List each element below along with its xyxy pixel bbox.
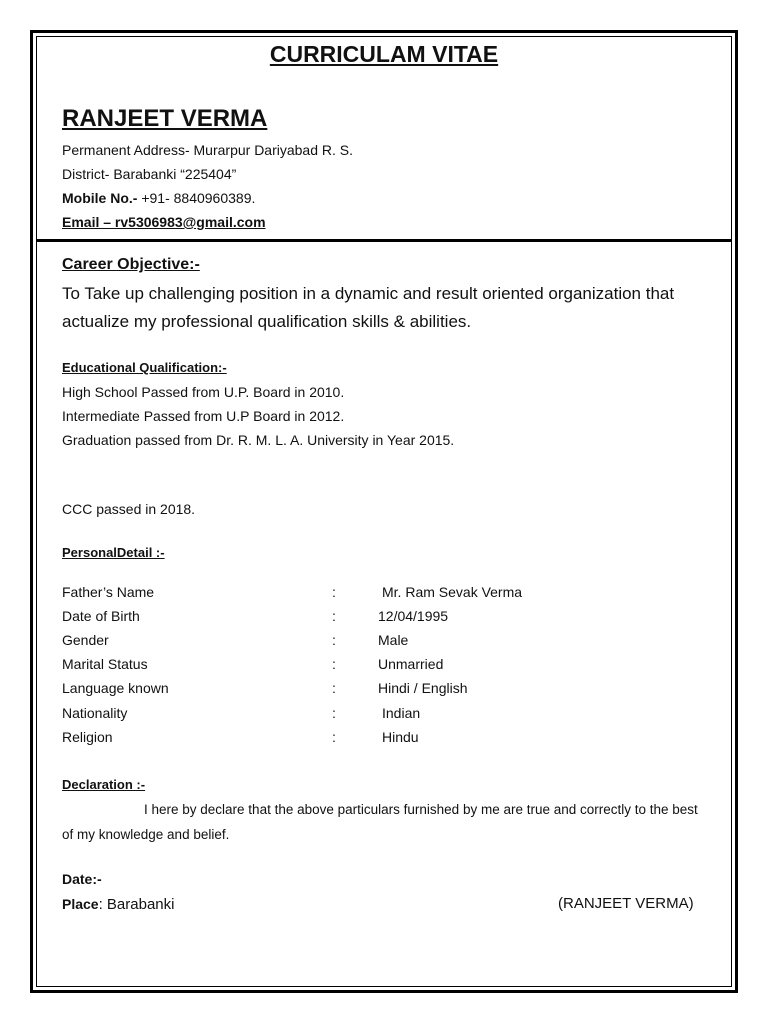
detail-separator: : — [332, 705, 336, 721]
detail-label: Gender — [62, 632, 109, 648]
ccc-line: CCC passed in 2018. — [62, 501, 196, 517]
career-objective-text: To Take up challenging position in a dynamic and result oriented organization that actualize my professional qualification skills & abilities. — [62, 284, 675, 331]
detail-label: Nationality — [62, 705, 128, 721]
education-item: High School Passed from U.P. Board in 2010. — [62, 384, 345, 400]
address-line: Permanent Address- Murarpur Dariyabad R. S. — [62, 142, 354, 158]
detail-label: Date of Birth — [62, 608, 140, 624]
career-objective-heading: Career Objective:- — [62, 256, 200, 273]
detail-separator: : — [332, 729, 336, 745]
signature-name: (RANJEET VERMA) — [558, 895, 694, 912]
candidate-name: RANJEET VERMA — [62, 105, 268, 132]
declaration-heading: Declaration :- — [62, 777, 146, 792]
date-label: Date:- — [62, 871, 102, 887]
education-item: Intermediate Passed from U.P Board in 2012. — [62, 408, 345, 424]
document-title: CURRICULAM VITAE — [269, 41, 499, 67]
detail-value: Hindi / English — [378, 680, 468, 696]
detail-label: Marital Status — [62, 656, 148, 672]
detail-separator: : — [332, 656, 336, 672]
mobile-line — [62, 189, 255, 207]
declaration-text: I here by declare that the above particulars furnished by me are true and correctly to the best of my knowledge and belief. — [62, 802, 698, 842]
detail-value: 12/04/1995 — [378, 608, 449, 624]
education-heading: Educational Qualification:- — [62, 360, 227, 375]
detail-separator: : — [332, 632, 336, 648]
mobile-label: Mobile No.- — [62, 190, 138, 206]
mobile-value: +91- 8840960389. — [137, 190, 256, 206]
header-divider — [36, 239, 732, 242]
place-label: Place — [62, 896, 99, 912]
detail-separator: : — [332, 680, 336, 696]
detail-value: Indian — [382, 705, 421, 721]
district-line: District- Barabanki “225404” — [62, 166, 237, 182]
detail-label: Language known — [62, 680, 169, 696]
place-line — [62, 895, 174, 914]
education-item: Graduation passed from Dr. R. M. L. A. University in Year 2015. — [62, 432, 455, 448]
detail-value: Unmarried — [378, 656, 444, 672]
personal-detail-heading: PersonalDetail :- — [62, 545, 165, 560]
detail-label: Religion — [62, 729, 113, 745]
detail-label: Father’s Name — [62, 584, 155, 600]
detail-value: Mr. Ram Sevak Verma — [382, 584, 523, 600]
detail-value: Hindu — [382, 729, 419, 745]
email-line: Email – rv5306983@gmail.com — [62, 214, 266, 230]
place-value: : Barabanki — [98, 896, 175, 913]
detail-value: Male — [378, 632, 409, 648]
detail-separator: : — [332, 584, 336, 600]
detail-separator: : — [332, 608, 336, 624]
